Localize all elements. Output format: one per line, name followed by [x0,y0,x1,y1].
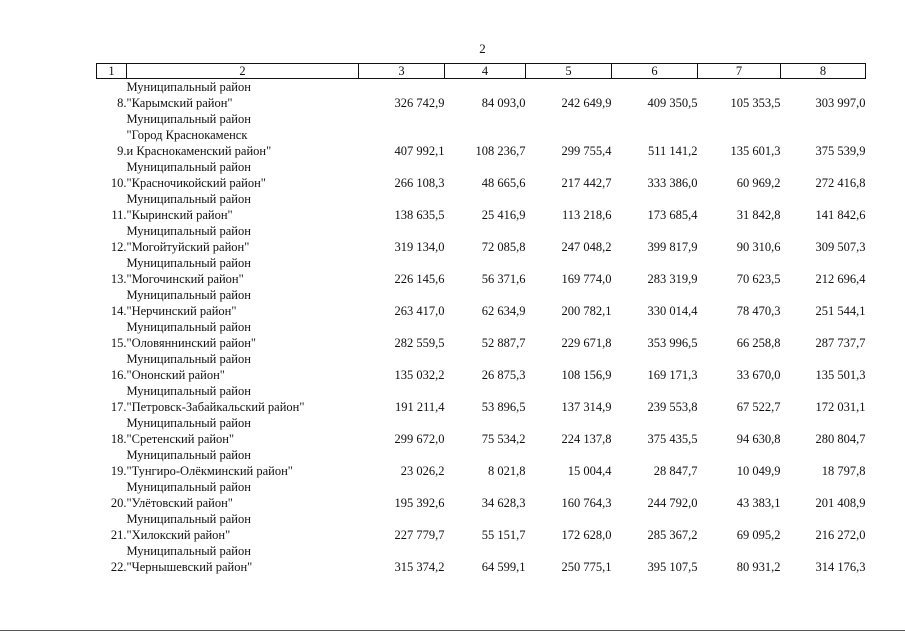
value-col-5: 137 314,9 [561,400,612,414]
value-col-4: 52 887,7 [481,336,526,350]
value-col-6: 375 435,5 [647,432,698,446]
district-name-line: "Нерчинский район" [126,304,237,318]
data-table [96,63,866,575]
district-name [127,159,359,191]
header-col-4: 4 [445,64,526,79]
header-col-2: 2 [127,64,359,79]
value-col-4: 26 875,3 [481,368,526,382]
value-col-6: 173 685,4 [647,208,698,222]
value-col-4: 84 093,0 [481,96,526,110]
value-col-7: 10 049,9 [736,464,781,478]
table-row [97,479,866,511]
district-name-line: "Город Краснокаменск [126,128,248,142]
value-col-6: 333 386,0 [647,176,698,190]
table-row [97,287,866,319]
value-col-6: 395 107,5 [647,560,698,574]
table-row [97,223,866,255]
value-col-7: 90 310,6 [736,240,781,254]
district-name [127,511,359,543]
value-col-8: 309 507,3 [815,240,866,254]
value-col-7: 105 353,5 [730,96,781,110]
district-name-line: "Карымский район" [126,96,233,110]
value-col-4: 56 371,6 [481,272,526,286]
value-col-8: 212 696,4 [815,272,866,286]
header-col-1: 1 [97,64,127,79]
value-col-3: 266 108,3 [394,176,445,190]
row-number: 20. [110,496,127,510]
value-col-6: 244 792,0 [647,496,698,510]
value-col-7: 94 630,8 [736,432,781,446]
row-number: 14. [110,304,127,318]
table-row [97,319,866,351]
district-name-line: "Чернышевский район" [126,560,253,574]
district-name-line: "Хилокский район" [126,528,231,542]
value-col-4: 75 534,2 [481,432,526,446]
header-col-7: 7 [698,64,781,79]
value-col-3: 319 134,0 [394,240,445,254]
value-col-5: 108 156,9 [561,368,612,382]
value-col-7: 69 095,2 [736,528,781,542]
district-name [127,79,359,112]
value-col-3: 23 026,2 [400,464,445,478]
table-row [97,543,866,575]
value-col-4: 108 236,7 [475,144,526,158]
header-row [97,64,866,79]
value-col-5: 172 628,0 [561,528,612,542]
value-col-4: 53 896,5 [481,400,526,414]
value-col-4: 8 021,8 [488,464,526,478]
row-number: 17. [110,400,127,414]
district-name-line: Муниципальный район [126,416,251,430]
value-col-8: 135 501,3 [815,368,866,382]
page-number: 2 [479,41,486,56]
value-col-7: 66 258,8 [736,336,781,350]
row-number: 9. [117,144,127,158]
value-col-5: 113 218,6 [561,208,612,222]
value-col-8: 314 176,3 [815,560,866,574]
value-col-8: 141 842,6 [815,208,866,222]
district-name [127,479,359,511]
district-name [127,543,359,575]
value-col-7: 67 522,7 [736,400,781,414]
value-col-4: 62 634,9 [481,304,526,318]
table-row [97,255,866,287]
district-name [127,383,359,415]
district-name-line: Муниципальный район [126,112,251,126]
value-col-8: 272 416,8 [815,176,866,190]
header-col-5: 5 [526,64,612,79]
row-number: 16. [110,368,127,382]
value-col-5: 242 649,9 [561,96,612,110]
value-col-5: 200 782,1 [561,304,612,318]
value-col-8: 201 408,9 [815,496,866,510]
row-number: 22. [110,560,127,574]
value-col-3: 191 211,4 [394,400,445,414]
value-col-3: 299 672,0 [394,432,445,446]
table-row [97,447,866,479]
value-col-6: 285 367,2 [647,528,698,542]
page-bottom-rule [0,630,905,631]
value-col-8: 251 544,1 [815,304,866,318]
row-number: 19. [110,464,127,478]
value-col-3: 282 559,5 [394,336,445,350]
table-row [97,511,866,543]
value-col-3: 315 374,2 [394,560,445,574]
district-name-line: "Ононский район" [126,368,225,382]
value-col-4: 48 665,6 [481,176,526,190]
row-number: 15. [110,336,127,350]
district-name [127,415,359,447]
value-col-8: 172 031,1 [815,400,866,414]
value-col-3: 138 635,5 [394,208,445,222]
table-row [97,111,866,159]
value-col-3: 227 779,7 [394,528,445,542]
value-col-4: 72 085,8 [481,240,526,254]
header-col-3: 3 [359,64,445,79]
table-row [97,415,866,447]
value-col-6: 511 141,2 [647,144,698,158]
district-name [127,191,359,223]
value-col-5: 247 048,2 [561,240,612,254]
district-name-line: Муниципальный район [126,192,251,206]
value-col-4: 34 628,3 [481,496,526,510]
district-name [127,319,359,351]
value-col-6: 353 996,5 [647,336,698,350]
district-name-line: "Петровск-Забайкальский район" [126,400,305,414]
district-name-line: Муниципальный район [126,480,251,494]
value-col-4: 55 151,7 [481,528,526,542]
district-name-line: "Тунгиро-Олёкминский район" [126,464,293,478]
value-col-7: 43 383,1 [736,496,781,510]
value-col-7: 70 623,5 [736,272,781,286]
district-name-line: Муниципальный район [126,320,251,334]
district-name-line: "Оловяннинский район" [126,336,257,350]
district-name [127,287,359,319]
table-row [97,159,866,191]
district-name-line: Муниципальный район [126,288,251,302]
value-col-5: 15 004,4 [567,464,612,478]
value-col-7: 78 470,3 [736,304,781,318]
district-name-line: Муниципальный район [126,544,251,558]
row-number: 18. [110,432,127,446]
district-name-line: Муниципальный район [126,352,251,366]
header-col-6: 6 [612,64,698,79]
district-name [127,351,359,383]
value-col-5: 217 442,7 [561,176,612,190]
value-col-5: 299 755,4 [561,144,612,158]
value-col-8: 18 797,8 [821,464,866,478]
district-name-line: Муниципальный район [126,512,251,526]
value-col-8: 287 737,7 [815,336,866,350]
district-name-line: Муниципальный район [126,80,251,94]
value-col-3: 263 417,0 [394,304,445,318]
district-name-line: "Кыринский район" [126,208,233,222]
district-name-line: "Могойтуйский район" [126,240,250,254]
value-col-6: 28 847,7 [653,464,698,478]
district-name-line: "Красночикойский район" [126,176,266,190]
table-row [97,191,866,223]
value-col-3: 135 032,2 [394,368,445,382]
row-number: 8. [117,96,127,110]
row-number: 21. [110,528,127,542]
value-col-3: 226 145,6 [394,272,445,286]
value-col-5: 229 671,8 [561,336,612,350]
value-col-5: 160 764,3 [561,496,612,510]
value-col-7: 80 931,2 [736,560,781,574]
value-col-5: 224 137,8 [561,432,612,446]
district-name-line: Муниципальный район [126,256,251,270]
value-col-8: 216 272,0 [815,528,866,542]
district-name [127,111,359,159]
value-col-8: 303 997,0 [815,96,866,110]
value-col-3: 195 392,6 [394,496,445,510]
district-name-line: Муниципальный район [126,384,251,398]
value-col-7: 60 969,2 [736,176,781,190]
district-name-line: "Улётовский район" [126,496,233,510]
row-number: 12. [110,240,127,254]
value-col-6: 330 014,4 [647,304,698,318]
value-col-6: 409 350,5 [647,96,698,110]
value-col-3: 407 992,1 [394,144,445,158]
district-name-line: Муниципальный район [126,224,251,238]
value-col-4: 64 599,1 [481,560,526,574]
value-col-5: 250 775,1 [561,560,612,574]
district-name-line: Муниципальный район [126,160,251,174]
row-number: 10. [110,176,127,190]
row-number: 11. [111,208,127,222]
table-row [97,383,866,415]
value-col-6: 169 171,3 [647,368,698,382]
district-name-line: "Могочинский район" [126,272,244,286]
value-col-7: 31 842,8 [736,208,781,222]
district-name-line: "Сретенский район" [126,432,235,446]
value-col-5: 169 774,0 [561,272,612,286]
table-header [97,64,866,79]
value-col-7: 33 670,0 [736,368,781,382]
value-col-4: 25 416,9 [481,208,526,222]
value-col-6: 283 319,9 [647,272,698,286]
value-col-7: 135 601,3 [730,144,781,158]
row-number: 13. [110,272,127,286]
district-name-line: Муниципальный район [126,448,251,462]
district-name [127,255,359,287]
district-name-line: и Краснокаменский район" [126,144,272,158]
table-row [97,351,866,383]
district-name [127,447,359,479]
value-col-6: 399 817,9 [647,240,698,254]
value-col-3: 326 742,9 [394,96,445,110]
district-name [127,223,359,255]
table-body [97,79,866,576]
value-col-8: 280 804,7 [815,432,866,446]
header-col-8: 8 [781,64,866,79]
value-col-8: 375 539,9 [815,144,866,158]
value-col-6: 239 553,8 [647,400,698,414]
table-row [97,79,866,112]
